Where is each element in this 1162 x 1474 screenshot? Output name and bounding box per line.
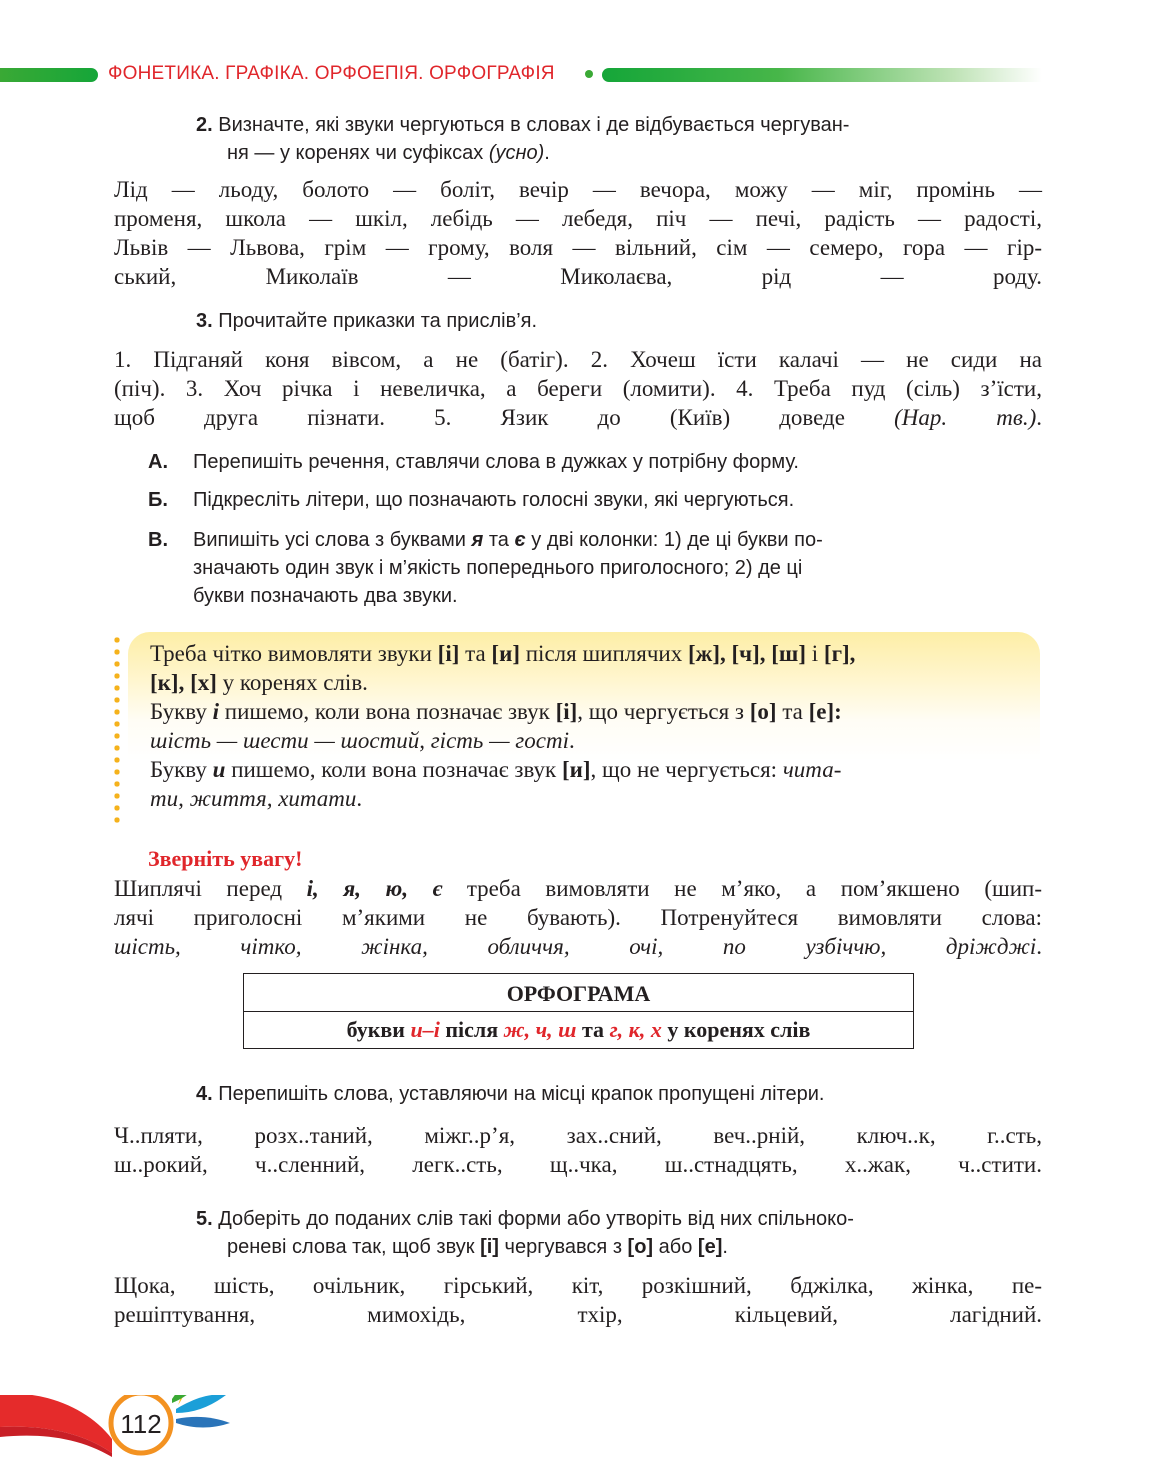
punct: . xyxy=(569,728,575,753)
rule-examples: шість — шести — шостий, гість — гості xyxy=(150,728,569,753)
subtask-letter: Б. xyxy=(148,489,168,511)
text-fragment: у коренях слів xyxy=(661,1017,811,1042)
text-fragment: реневі слова так, щоб звук xyxy=(227,1236,481,1258)
text-fragment: , що не чергується: xyxy=(590,757,783,782)
header-bar-right xyxy=(602,68,1042,82)
text-fragment: або xyxy=(653,1236,698,1258)
text-line: лячі приголосні м’якими не бувають). Потренуйтеся вимовляти слова: xyxy=(114,905,1042,930)
text-fragment: чергувався з xyxy=(498,1236,628,1258)
text-line: ш..рокий, ч..сленний, легк..сть, щ..чка, ш..стнадцять, х..жак, ч..стити. xyxy=(114,1152,1042,1177)
page-number: 112 xyxy=(120,1409,162,1439)
rule-dots-decoration xyxy=(114,634,120,824)
text-line: решіптування, мимохідь, тхір, кільцевий, лагідний. xyxy=(114,1302,1042,1327)
sounds-kh: [к], [х] xyxy=(150,670,217,695)
task-number: 5. xyxy=(196,1208,213,1230)
instruction-italic: (усно) xyxy=(488,142,545,164)
text-fragment: треба вимовляти не м’яко, а пом’якшено (шип- xyxy=(442,876,1042,901)
letters-hissing: ж, ч, ш xyxy=(503,1017,577,1042)
practice-words: шість, чітко, жінка, обличчя, очі, по узбіччю, дріжджі xyxy=(114,934,1037,959)
letter-y: и xyxy=(212,757,226,782)
punct: : xyxy=(834,699,842,724)
orthogram-rule xyxy=(244,1012,913,1048)
punct: . xyxy=(356,786,363,811)
subtask-text: Перепишіть речення, ставлячи слова в дужках у потрібну форму. xyxy=(193,451,799,473)
text-fragment: та xyxy=(459,641,492,666)
letter-ya: я xyxy=(471,529,484,551)
rule-line-2 xyxy=(150,668,368,697)
page-emblem xyxy=(0,1395,240,1474)
section-title: ФОНЕТИКА. ГРАФІКА. ОРФОЕПІЯ. ОРФОГРАФІЯ xyxy=(108,63,555,84)
task-5-instruction xyxy=(196,1205,854,1261)
task-number: 2. xyxy=(196,114,213,136)
sound-i: [і] xyxy=(555,699,578,724)
orthogram-table xyxy=(243,973,914,1049)
instruction-line: Визначте, які звуки чергуються в словах і де відбувається чергуван- xyxy=(218,114,850,136)
sound-o: [о] xyxy=(749,699,777,724)
rule-line-4 xyxy=(150,726,575,755)
rule-examples: ти, життя, хитати xyxy=(150,786,357,811)
sound-y: [и] xyxy=(561,757,591,782)
task-4-text xyxy=(114,1121,1042,1179)
sounds-hissing: [ж], [ч], [ш] xyxy=(687,641,807,666)
task-number: 4. xyxy=(196,1083,213,1105)
subtask-text xyxy=(193,526,823,610)
sound-o: [о] xyxy=(627,1236,654,1258)
task-5-text xyxy=(114,1271,1042,1329)
sound-e: [е] xyxy=(808,699,835,724)
punct: . xyxy=(1036,934,1042,959)
rule-line-1 xyxy=(150,639,855,668)
text-fragment: букви xyxy=(346,1017,411,1042)
rule-line-5 xyxy=(150,755,841,784)
letter-ye: є xyxy=(514,529,526,551)
punct: . xyxy=(722,1236,728,1258)
sound-h: [г], xyxy=(823,641,856,666)
text-fragment: та xyxy=(776,699,809,724)
text-fragment: після xyxy=(439,1017,504,1042)
text-fragment: у коренях слів. xyxy=(216,670,368,695)
text-fragment: у дві колонки: 1) де ці букви по- xyxy=(525,529,823,551)
text-line: 1. Підганяй коня вівсом, а не (батіг). 2. Хочеш їсти калачі — не сиди на xyxy=(114,347,1042,372)
letter-i: і xyxy=(212,699,220,724)
text-line: ський, Миколаїв — Миколаєва, рід — роду. xyxy=(114,264,1042,289)
text-line: Щока, шість, очільник, гірський, кіт, розкішний, бджілка, жінка, пе- xyxy=(114,1273,1042,1298)
task-2-instruction xyxy=(196,111,849,167)
text-fragment: та xyxy=(576,1017,610,1042)
blue-leaf xyxy=(176,1395,226,1413)
task-3-instruction xyxy=(196,307,537,335)
text-fragment: та xyxy=(483,529,515,551)
letters-yi: и–і xyxy=(410,1017,440,1042)
subtask-text: Підкресліть літери, що позначають голосні звуки, які чергуються. xyxy=(193,489,795,511)
text-fragment: Букву xyxy=(150,757,213,782)
instruction-line: Доберіть до поданих слів такі форми або утворіть від них спільноко- xyxy=(218,1208,854,1230)
text-fragment: пишемо, коли вона позначає звук xyxy=(225,757,562,782)
text-fragment: Випишіть усі слова з буквами xyxy=(193,529,472,551)
rule-line-6 xyxy=(150,784,362,813)
punct: . xyxy=(1036,405,1042,430)
header-bar-left xyxy=(0,68,98,82)
header-dot xyxy=(585,70,593,78)
attention-title: Зверніть увагу! xyxy=(148,846,303,871)
rule-line-3 xyxy=(150,697,842,726)
subtask-letter: В. xyxy=(148,529,168,551)
text-fragment: пишемо, коли вона позначає звук xyxy=(219,699,556,724)
text-fragment: , що чергується з xyxy=(577,699,750,724)
task-number: 3. xyxy=(196,310,213,332)
rule-examples: чита- xyxy=(782,757,842,782)
instruction-line: ня — у коренях чи суфіксах xyxy=(227,142,484,164)
text-fragment: і xyxy=(806,641,824,666)
dark-blue-leaf xyxy=(176,1417,230,1428)
attention-text xyxy=(114,874,1042,961)
text-fragment: після шиплячих xyxy=(520,641,688,666)
text-line: Львів — Львова, грім — грому, воля — вільний, сім — семеро, гора — гір- xyxy=(114,235,1042,260)
punct: . xyxy=(544,142,550,164)
text-line: Ч..пляти, розх..таний, міжг..р’я, зах..сний, веч..рній, ключ..к, г..сть, xyxy=(114,1123,1042,1148)
text-fragment: Шиплячі перед xyxy=(114,876,307,901)
letters-gkh: г, к, х xyxy=(609,1017,662,1042)
instruction-line: Прочитайте приказки та прислів’я. xyxy=(218,310,538,332)
task-2-text xyxy=(114,175,1042,291)
text-line: Лід — льоду, болото — боліт, вечір — вечора, можу — міг, промінь — xyxy=(114,177,1042,202)
vowel-letters: і, я, ю, є xyxy=(306,876,443,901)
text-line: значають один звук і м’якість попереднього приголосного; 2) де ці xyxy=(193,557,803,579)
task-4-instruction xyxy=(196,1080,824,1108)
sound-i: [і] xyxy=(480,1236,499,1258)
orthogram-title: ОРФОГРАМА xyxy=(244,974,913,1012)
subtask-letter: А. xyxy=(148,451,168,473)
source-label: (Нар. тв.) xyxy=(894,405,1037,430)
text-fragment: Букву xyxy=(150,699,213,724)
sound-i: [і] xyxy=(437,641,460,666)
instruction-line: Перепишіть слова, уставляючи на місці крапок пропущені літери. xyxy=(218,1083,825,1105)
text-line: променя, школа — шкіл, лебідь — лебедя, піч — печі, радість — радості, xyxy=(114,206,1042,231)
text-line: букви позначають два звуки. xyxy=(193,585,458,607)
text-line: щоб друга пізнати. 5. Язик до (Київ) доведе xyxy=(114,405,895,430)
text-fragment: Треба чітко вимовляти звуки xyxy=(150,641,438,666)
sound-y: [и] xyxy=(491,641,520,666)
sound-e: [е] xyxy=(697,1236,723,1258)
text-line: (піч). 3. Хоч річка і невеличка, а береги (ломити). 4. Треба пуд (сіль) з’їсти, xyxy=(114,376,1042,401)
task-3-text xyxy=(114,345,1042,432)
